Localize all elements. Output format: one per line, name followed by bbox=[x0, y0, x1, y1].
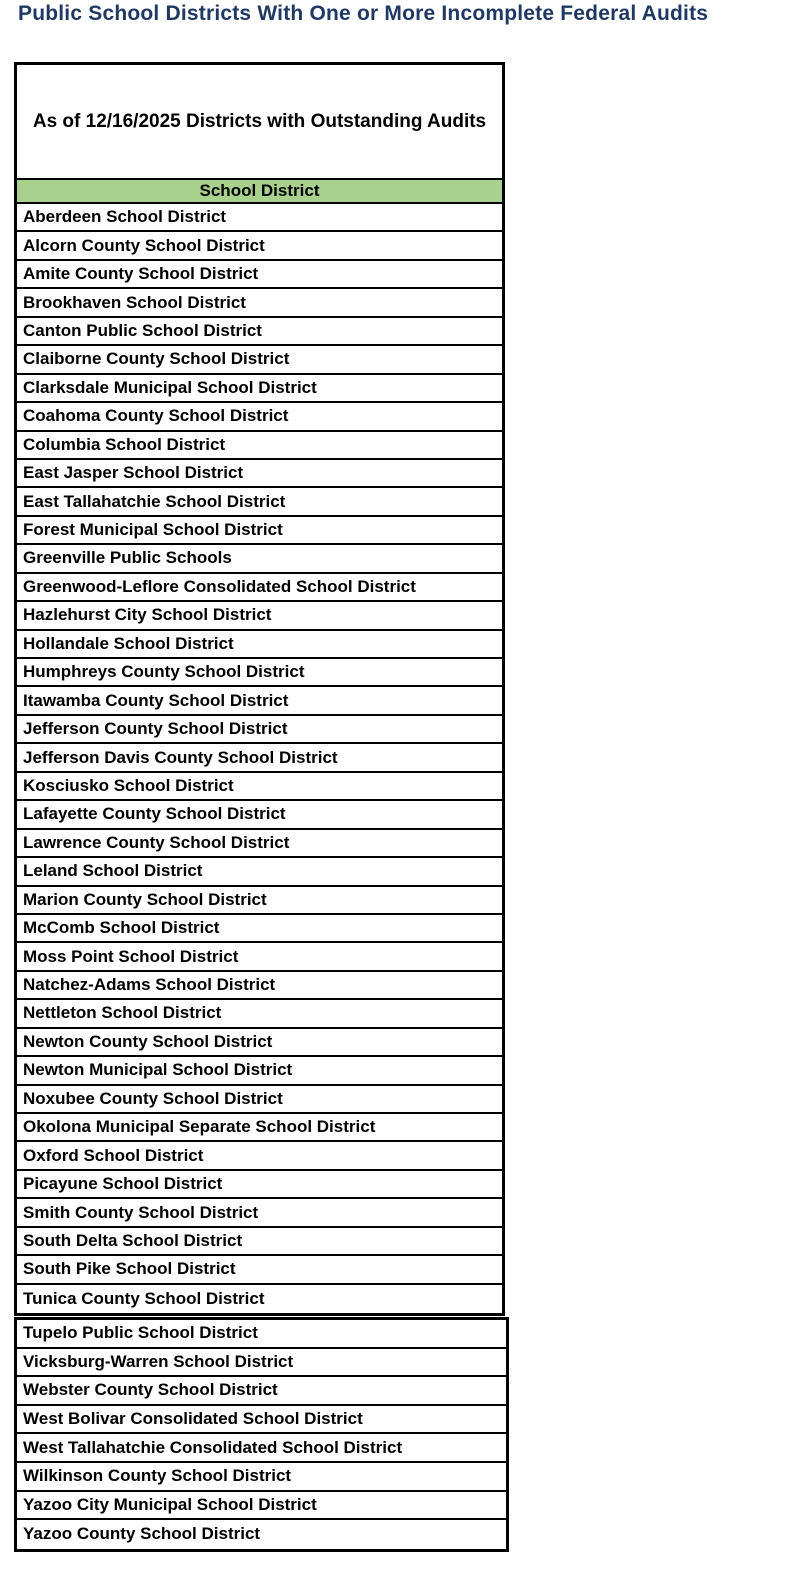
table-row: Yazoo City Municipal School District bbox=[17, 1492, 506, 1521]
table-row: Wilkinson County School District bbox=[17, 1463, 506, 1492]
table-row: Marion County School District bbox=[17, 887, 502, 915]
table-row: Noxubee County School District bbox=[17, 1086, 502, 1114]
table-row: Lawrence County School District bbox=[17, 830, 502, 858]
table-row: Columbia School District bbox=[17, 432, 502, 460]
table-row: Greenwood-Leflore Consolidated School District bbox=[17, 574, 502, 602]
table-row: Forest Municipal School District bbox=[17, 517, 502, 545]
table-row: Hazlehurst City School District bbox=[17, 602, 502, 630]
table-row: South Pike School District bbox=[17, 1256, 502, 1284]
table-caption: As of 12/16/2025 Districts with Outstanding Audits bbox=[32, 110, 487, 132]
table-row: Moss Point School District bbox=[17, 943, 502, 971]
table-row: Claiborne County School District bbox=[17, 346, 502, 374]
page-title: Public School Districts With One or More Incomplete Federal Audits bbox=[18, 2, 709, 25]
table-row: Jefferson Davis County School District bbox=[17, 744, 502, 772]
table-row: Natchez-Adams School District bbox=[17, 972, 502, 1000]
district-rows-block2 bbox=[17, 1320, 506, 1549]
table-row: Greenville Public Schools bbox=[17, 545, 502, 573]
table-row: McComb School District bbox=[17, 915, 502, 943]
table-row: Amite County School District bbox=[17, 261, 502, 289]
table-row: Humphreys County School District bbox=[17, 659, 502, 687]
table-row: South Delta School District bbox=[17, 1228, 502, 1256]
table-row: Picayune School District bbox=[17, 1171, 502, 1199]
table-row: Jefferson County School District bbox=[17, 716, 502, 744]
table-row: Vicksburg-Warren School District bbox=[17, 1349, 506, 1378]
table-row: Yazoo County School District bbox=[23, 1524, 261, 1544]
table-row: Coahoma County School District bbox=[17, 403, 502, 431]
table-row: West Bolivar Consolidated School District bbox=[17, 1406, 506, 1435]
table-row: Okolona Municipal Separate School District bbox=[17, 1114, 502, 1142]
table-row: Nettleton School District bbox=[17, 1000, 502, 1028]
district-rows-block1 bbox=[17, 204, 502, 1313]
audit-table-block1 bbox=[14, 62, 505, 1316]
table-row: Canton Public School District bbox=[17, 318, 502, 346]
table-row: Aberdeen School District bbox=[17, 204, 502, 232]
table-row: West Tallahatchie Consolidated School District bbox=[17, 1434, 506, 1463]
audit-table-block2 bbox=[14, 1317, 509, 1552]
table-row: Tunica County School District bbox=[23, 1288, 265, 1308]
table-row: Lafayette County School District bbox=[17, 801, 502, 829]
table-row: Newton Municipal School District bbox=[17, 1057, 502, 1085]
table-row: East Tallahatchie School District bbox=[17, 488, 502, 516]
table-row: Smith County School District bbox=[17, 1199, 502, 1227]
table-row: Brookhaven School District bbox=[17, 289, 502, 317]
table-row: Clarksdale Municipal School District bbox=[17, 375, 502, 403]
column-header-school-district: School District bbox=[17, 178, 502, 204]
table-row: Itawamba County School District bbox=[17, 687, 502, 715]
table-row: Kosciusko School District bbox=[17, 773, 502, 801]
table-row: Leland School District bbox=[17, 858, 502, 886]
table-row: Hollandale School District bbox=[17, 631, 502, 659]
table-row: Webster County School District bbox=[17, 1377, 506, 1406]
table-row: Newton County School District bbox=[17, 1029, 502, 1057]
table-row: East Jasper School District bbox=[17, 460, 502, 488]
table-row: Tupelo Public School District bbox=[17, 1320, 506, 1349]
table-row: Oxford School District bbox=[17, 1142, 502, 1170]
table-row: Alcorn County School District bbox=[17, 232, 502, 260]
